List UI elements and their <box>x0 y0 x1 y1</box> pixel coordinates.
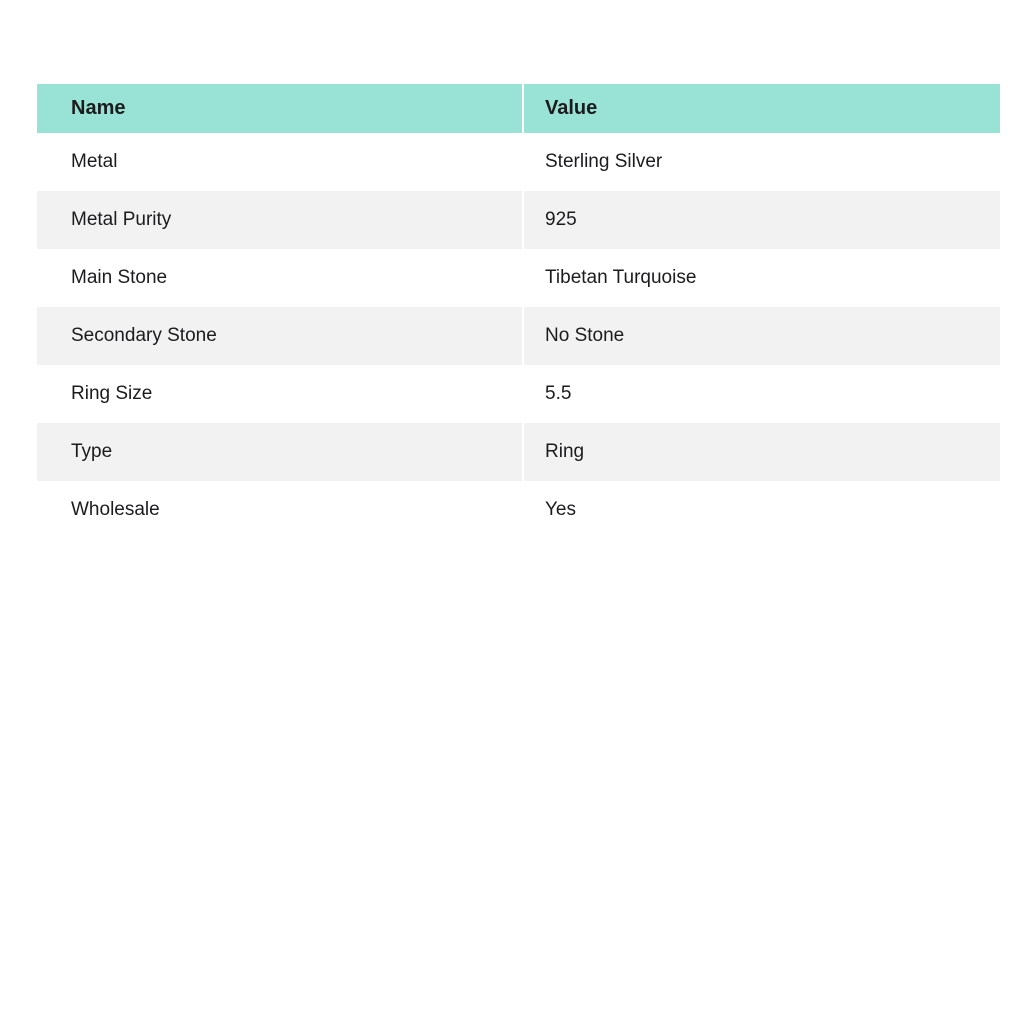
attribute-name-cell: Metal <box>37 133 523 191</box>
table-row <box>37 133 1000 191</box>
table-row <box>37 307 1000 365</box>
table-row <box>37 249 1000 307</box>
attribute-name-cell: Secondary Stone <box>37 307 523 365</box>
table-row <box>37 191 1000 249</box>
table-row <box>37 423 1000 481</box>
column-header-name: Name <box>37 84 523 133</box>
table-row <box>37 365 1000 423</box>
attribute-value-cell: 5.5 <box>523 365 1000 423</box>
attribute-name-cell: Ring Size <box>37 365 523 423</box>
table-body <box>37 133 1000 539</box>
attribute-value-cell: No Stone <box>523 307 1000 365</box>
attribute-name-cell: Type <box>37 423 523 481</box>
table-row <box>37 481 1000 539</box>
attribute-name-cell: Wholesale <box>37 481 523 539</box>
attribute-value-cell: Ring <box>523 423 1000 481</box>
attribute-value-cell: Sterling Silver <box>523 133 1000 191</box>
attribute-name-cell: Main Stone <box>37 249 523 307</box>
table-header-row <box>37 84 1000 133</box>
attribute-value-cell: 925 <box>523 191 1000 249</box>
product-spec-table <box>37 84 1000 539</box>
column-header-value: Value <box>523 84 1000 133</box>
attribute-name-cell: Metal Purity <box>37 191 523 249</box>
attribute-value-cell: Tibetan Turquoise <box>523 249 1000 307</box>
attribute-value-cell: Yes <box>523 481 1000 539</box>
